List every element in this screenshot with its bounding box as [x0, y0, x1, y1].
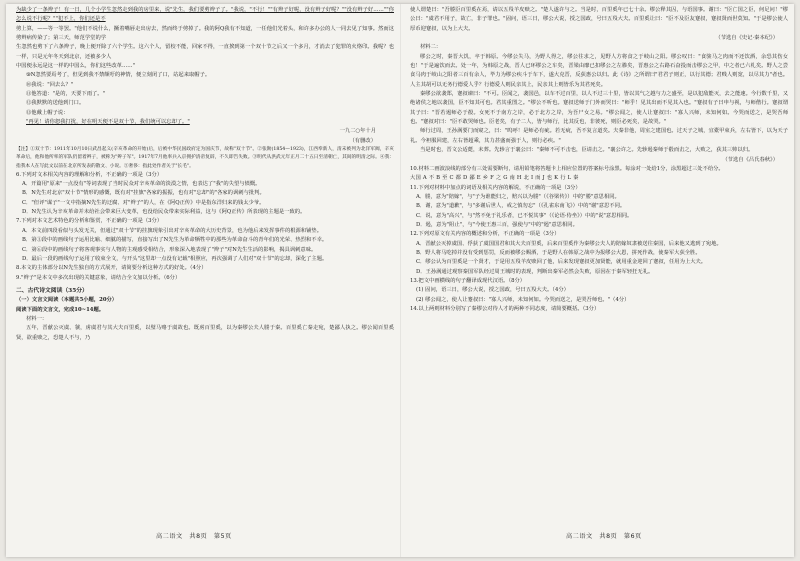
text-line: ⑫我默默的送他到门口。: [26, 100, 85, 107]
material-text: 缪公之时，秦晋大饥，卒于韩原。今缪公失马，为野人得之，缪公往求之，见野人方将食之于岐山之阳。缪公叹曰："食骏马之肉而不还饮酒，余恐其伤女也！"于是遍饮而去。处一年，为韩原之战，晋人已环缪公之车矣，晋梁由靡已扣缪公之左骖矣，晋惠公之右路石奋投而击缪公之甲，中之者已六札矣。野人之尝食马肉于岐山之阳者三百有余人，毕力为缪公疾斗于车下，遂大克晋，反获惠公以归。此《诗》之所谓曰"君君子则正，以行其德；君贱人则宽，以尽其力"者也。人主其胡可以无务行德爱人乎？行德爱人则民亲其上，民亲其上则皆乐为其君死矣。: [410, 53, 788, 88]
question-7-option: B．第③段中的画线句子运用比喻、细腻的描写，直接写出了N先生为革命牺牲中的那些为革命奋斗的青年们的光荣、热烈和不幸。: [22, 237, 328, 244]
source-note: （节选自《吕氏春秋》）: [722, 156, 778, 163]
text-line: 中国便永远是这一样的中国么，你们这些改革……": [16, 63, 135, 70]
question-6-option: C．"但评"谋子"一文中指摘N先生的迂腐、对"辫子"的人，在《阿Q正传》中是指东洋归来的钱太少爷。: [22, 199, 265, 206]
question-9: 9."辫子"是本文中多次出现的关键意象，请结合全文加以分析。（6分）: [16, 274, 181, 281]
material-label: 材料一：: [26, 315, 48, 322]
question-7-option: C．第⑥段中的画线句子将客观事实与人物的主观感受相结合，形象深入地表现了"辫子"对N先生生活的影响，揭具讽刺意味。: [22, 246, 317, 253]
text-line: ⑨N忽然要焉考了，但见到我不禁颇吁的神情，便立刻闭了口，站起来取帽子。: [26, 72, 211, 79]
question-10-line: 大国 A 不 B 至 C 都 D 鄙 E 乡 F 之 G 南 H 北 I 而 J 也 K 行 L 秦: [410, 175, 579, 182]
question-6: 6.下列对文本相关内容的理解和分析，不正确的一项是（3分）: [16, 171, 163, 178]
material-text: 五年，晋献公灭虞、虢，虏虞君与其大夫百里奚，以璧马赂于虞故也。既虏百里奚，以为秦缪公夫人媵于秦。百里奚亡秦走宛，楚鄙人执之。缪公闻百里奚贤，欲重赎之，恐楚人不与，乃: [16, 325, 394, 341]
text-line: ⑪他答道："是的，天要下雨了。": [26, 91, 106, 98]
question-12-option: B．野人将马吃掉并没有受到惩罚，反而被缪公赐酒，于是野人在韩原之战中为报缪公大恩，拼死作战，使秦军大获全胜。: [416, 249, 701, 256]
question-11-option: C．说，意为"高兴"，与"然不免于礼乐者，已不悦其事"（《论语·侍坐》）中的"说"意思相同。: [416, 212, 633, 219]
page-6-column: [410, 6, 788, 526]
question-6-option: D．N先生认为辛亥革命并未给社会带来巨大变革，也没给民众带来实际利益，这与《阿Q正传》所表现的主题是一致的。: [22, 209, 306, 216]
question-13: 13.把文中画横线的句子翻译成现代汉语。（8分）: [410, 277, 526, 284]
text-line: 生忽然也剪下了六条辫子，晚上便开除了六个学生。这六个人，留校不能，回家不得，一直挨到第一个双十节之后又一个多月，才消去了犯罪的火烙印。我呢？也一样，只是元年冬天到北京，还被多少人: [16, 44, 394, 60]
page-fold: [400, 4, 401, 557]
question-8: 8.本文的主体部分以N先生独自的方式展开，请简要分析这种方式的好处。（4分）: [16, 265, 207, 272]
material-text: 秦缪公欲袭郑，蹇叔谏曰："不可。臣闻之，袭国邑，以车不过百里，以人不过三十里，皆以其气之越与力之盛至，是以犯敌能灭，去之能速。今行数千里，又绝诸侯之地以袭国，臣不知其可也。君其重图之。"缪公不听也。蹇叔送师于门外而哭曰："师乎！见其出而不见其入也。"蹇叔有子曰申与视，与师偕行。蹇叔谓其子曰："晋若遏师必于殽。女死不于南方之岸，必于北方之岸，为吾尸女之易。"缪公闻之，使人让蹇叔曰："寡人兴师，未知何如。今哭而送之，是哭吾师也。"蹇叔对曰："臣不敢哭师也。臣老矣，有子二人，皆与师行，比其反也，非彼死，则臣必死矣，是故哭。": [410, 91, 788, 126]
material-label: 材料二：: [420, 44, 442, 51]
material-text: 当是时也，晋文公适薨，未葬。先轸言于襄公曰："秦师不可不击也，臣请击之。"襄公许之。先轸遏秦师于殽而击之，大败之，获其三帅以归。: [420, 147, 754, 154]
question-13-item: (1) 固问，语三日，缪公大说，授之国政，号曰五羖大夫。（4分）: [416, 287, 569, 294]
text-line: 剪上算，——等一等罢。"他们不说什么，撅着嘴唇走出房去，然而终于剪掉了。我的阿Q我有不知道，一任他们光着头，和许多办公的人一同去见了知事。然而这剪辫病传染了；第三天，师范学堂的学: [16, 25, 394, 42]
page-footer-right: 高二语文 共8页 第6页: [566, 533, 642, 540]
question-11-option: A．媵，意为"陪嫁"，与"子为谁能归之，赔兴以为媵"（《谷梁传》）中的"媵"意思相同。: [416, 193, 620, 200]
question-12-option: A．晋献公灭掉虞国、俘获了虞国国君和其大夫百里奚，后来百里奚作为秦缪公夫人的陪嫁奴隶被送往秦国，后来他又逃到了宛地。: [416, 240, 722, 247]
question-7-option: A．本文前四段看似与头发无关，但通过"双十节"的挂旗现象引出对辛亥革命的大历史背景，也为他后来发挥事件的根源和铺垫。: [22, 227, 323, 234]
question-12-option: D．王孙满通过观察秦国军队经过周王城时的表现，判断出秦军必然会失败，原因在于秦军轻狂无礼。: [416, 268, 654, 275]
page-5-column: [16, 6, 394, 526]
text-line: ⑬他戴上帽子说：: [26, 109, 69, 116]
question-7: 7.下列对本文艺术特色的分析和鉴赏，不正确的一项是（3分）: [16, 218, 163, 225]
question-14: 14.以上两则材料分别写了秦缪公对待人才的两种不同态度，请简要概括。（3分）: [410, 306, 600, 312]
text-line: "再见！请你恕我打扰，好在明天便不是双十节，我们统可以忘却了。": [26, 119, 190, 126]
material-text: 使人谓楚曰："吾媵臣百里奚在焉，请以五羖羊皮赎之。"楚人遂许与之。当是时，百里奚年已七十余。缪公释其囚，与语国事。谢曰："臣亡国之臣，何足问！"缪公曰："虞君不用子，故亡，非子罪也。"固问，语三日，缪公大说，授之国政，号曰五羖大夫。百里奚让曰："臣不及臣友蹇叔，蹇叔贤而世莫知。"于是缪公使人厚币迎蹇叔，以为上大夫。: [410, 7, 788, 32]
section-heading: 二、古代诗文阅读（35分）: [16, 287, 88, 294]
text-line: ⑩我说："回去么？": [26, 81, 74, 88]
question-6-option: A．开篇用"原来"一点没有"等词表现了当时民众对辛亥革命的淡漠之情，也表达了"我"的失望与愤慨。: [22, 181, 261, 188]
source-note: （节选自《史记·秦本纪》）: [715, 35, 778, 42]
subsection-heading: （一）文言文阅读（本题共5小题，20分）: [16, 297, 118, 304]
question-11: 11.下列对材料中加点的词语及相关内容的解说，不正确的一项是（3分）: [410, 184, 581, 191]
question-11-option: B．谢，意为"道歉"，与"多谢后世人，戒之慎勿忘"（《孔雀东南飞》）中的"谢"意思不同。: [416, 203, 626, 210]
question-7-option: D．最后一段的画线句子运用了收束全文，与开头"这里却一点没有记载"相照应，再次强调了人们对"双十节"的忘却，深化了主题。: [22, 255, 328, 262]
material-text: 师行过周，王孙满要门而窥之，曰："呜呼！是师必有疵。若无疵，吾不复言道矣。夫秦非他，周室之建国也。过天子之城，宜橐甲束兵，左右皆下，以为天子礼。今袒服回建，左右皆超乘，其力甚盛而强于人，则行必疾。": [410, 128, 788, 144]
question-6-option: B．N先生对北京"双十节"情形的感慨，既有对"挂旗"各家的振振，也有对"忘却"的"各家的讽刺与批判。: [22, 190, 265, 197]
section-intro: 阅读下面的文言文，完成10~14题。: [16, 306, 105, 313]
question-13-item: (2) 缪公闻之，使人让蹇叔曰："寡人兴师，未知何如。今哭而送之，是哭吾师也。"（4分）: [416, 296, 630, 303]
question-11-option: D．遏，意为"阻止"，与"今使王惠三百，强使与"中的"遏"意思相同。: [416, 221, 578, 228]
question-12: 12.下列对原文有关内容的概述和分析，不正确的一项是（3分）: [410, 231, 560, 238]
dateline-note: （有删改）: [349, 137, 376, 144]
dateline: 一九二○年十月: [339, 128, 376, 135]
annotation-note: 【注】①双十节：1911年10月10日武昌起义(辛亥革命的开始)后，后被中华民国政府定为国庆节，故称"双十节"。②张勋(1854—1923)，江西奉新人，清末被列为北洋军阀，辛亥革命后，他和他所率的军队仍留着辫子，被称为"辫子军"。1917年7月他率兵入京拥护清帝复辟，不久即告失败。③明代从洪武元年正月二十五日至清朝亡，其间的明清之际。④我：指我本人在写此文以前在北京所发表的散文、小说。⑤奢侈：指此处作者关于"长毛"。: [16, 147, 394, 169]
question-10: 10.材料二画波浪线的部分有三处需要断句，请用铅笔将答题卡上相应位置的答案标号涂黑。每涂对一处给1分，涂黑超过三处不给分。: [410, 165, 724, 172]
exam-sheet: [6, 4, 794, 557]
page-footer-left: 高二语文 共8页 第5页: [156, 533, 232, 540]
question-12-option: C．缪公认为百里奚是一个贤才，于是用五羖羊皮赎回了他，后来发现蹇叔更加贤能，就用重金迎回了蹇叔，任用为上大夫。: [416, 259, 707, 266]
text-line: 为缺少了一条辫子！有一日，几个小学生忽然走到我的房里来，说"先生，我们要剪辫子了。"我说，"不行！""有辫子好呢，没有辫子好呢？""没有辫子好……""你怎么说不行呢？""犯不上，你们还是不: [16, 7, 394, 23]
